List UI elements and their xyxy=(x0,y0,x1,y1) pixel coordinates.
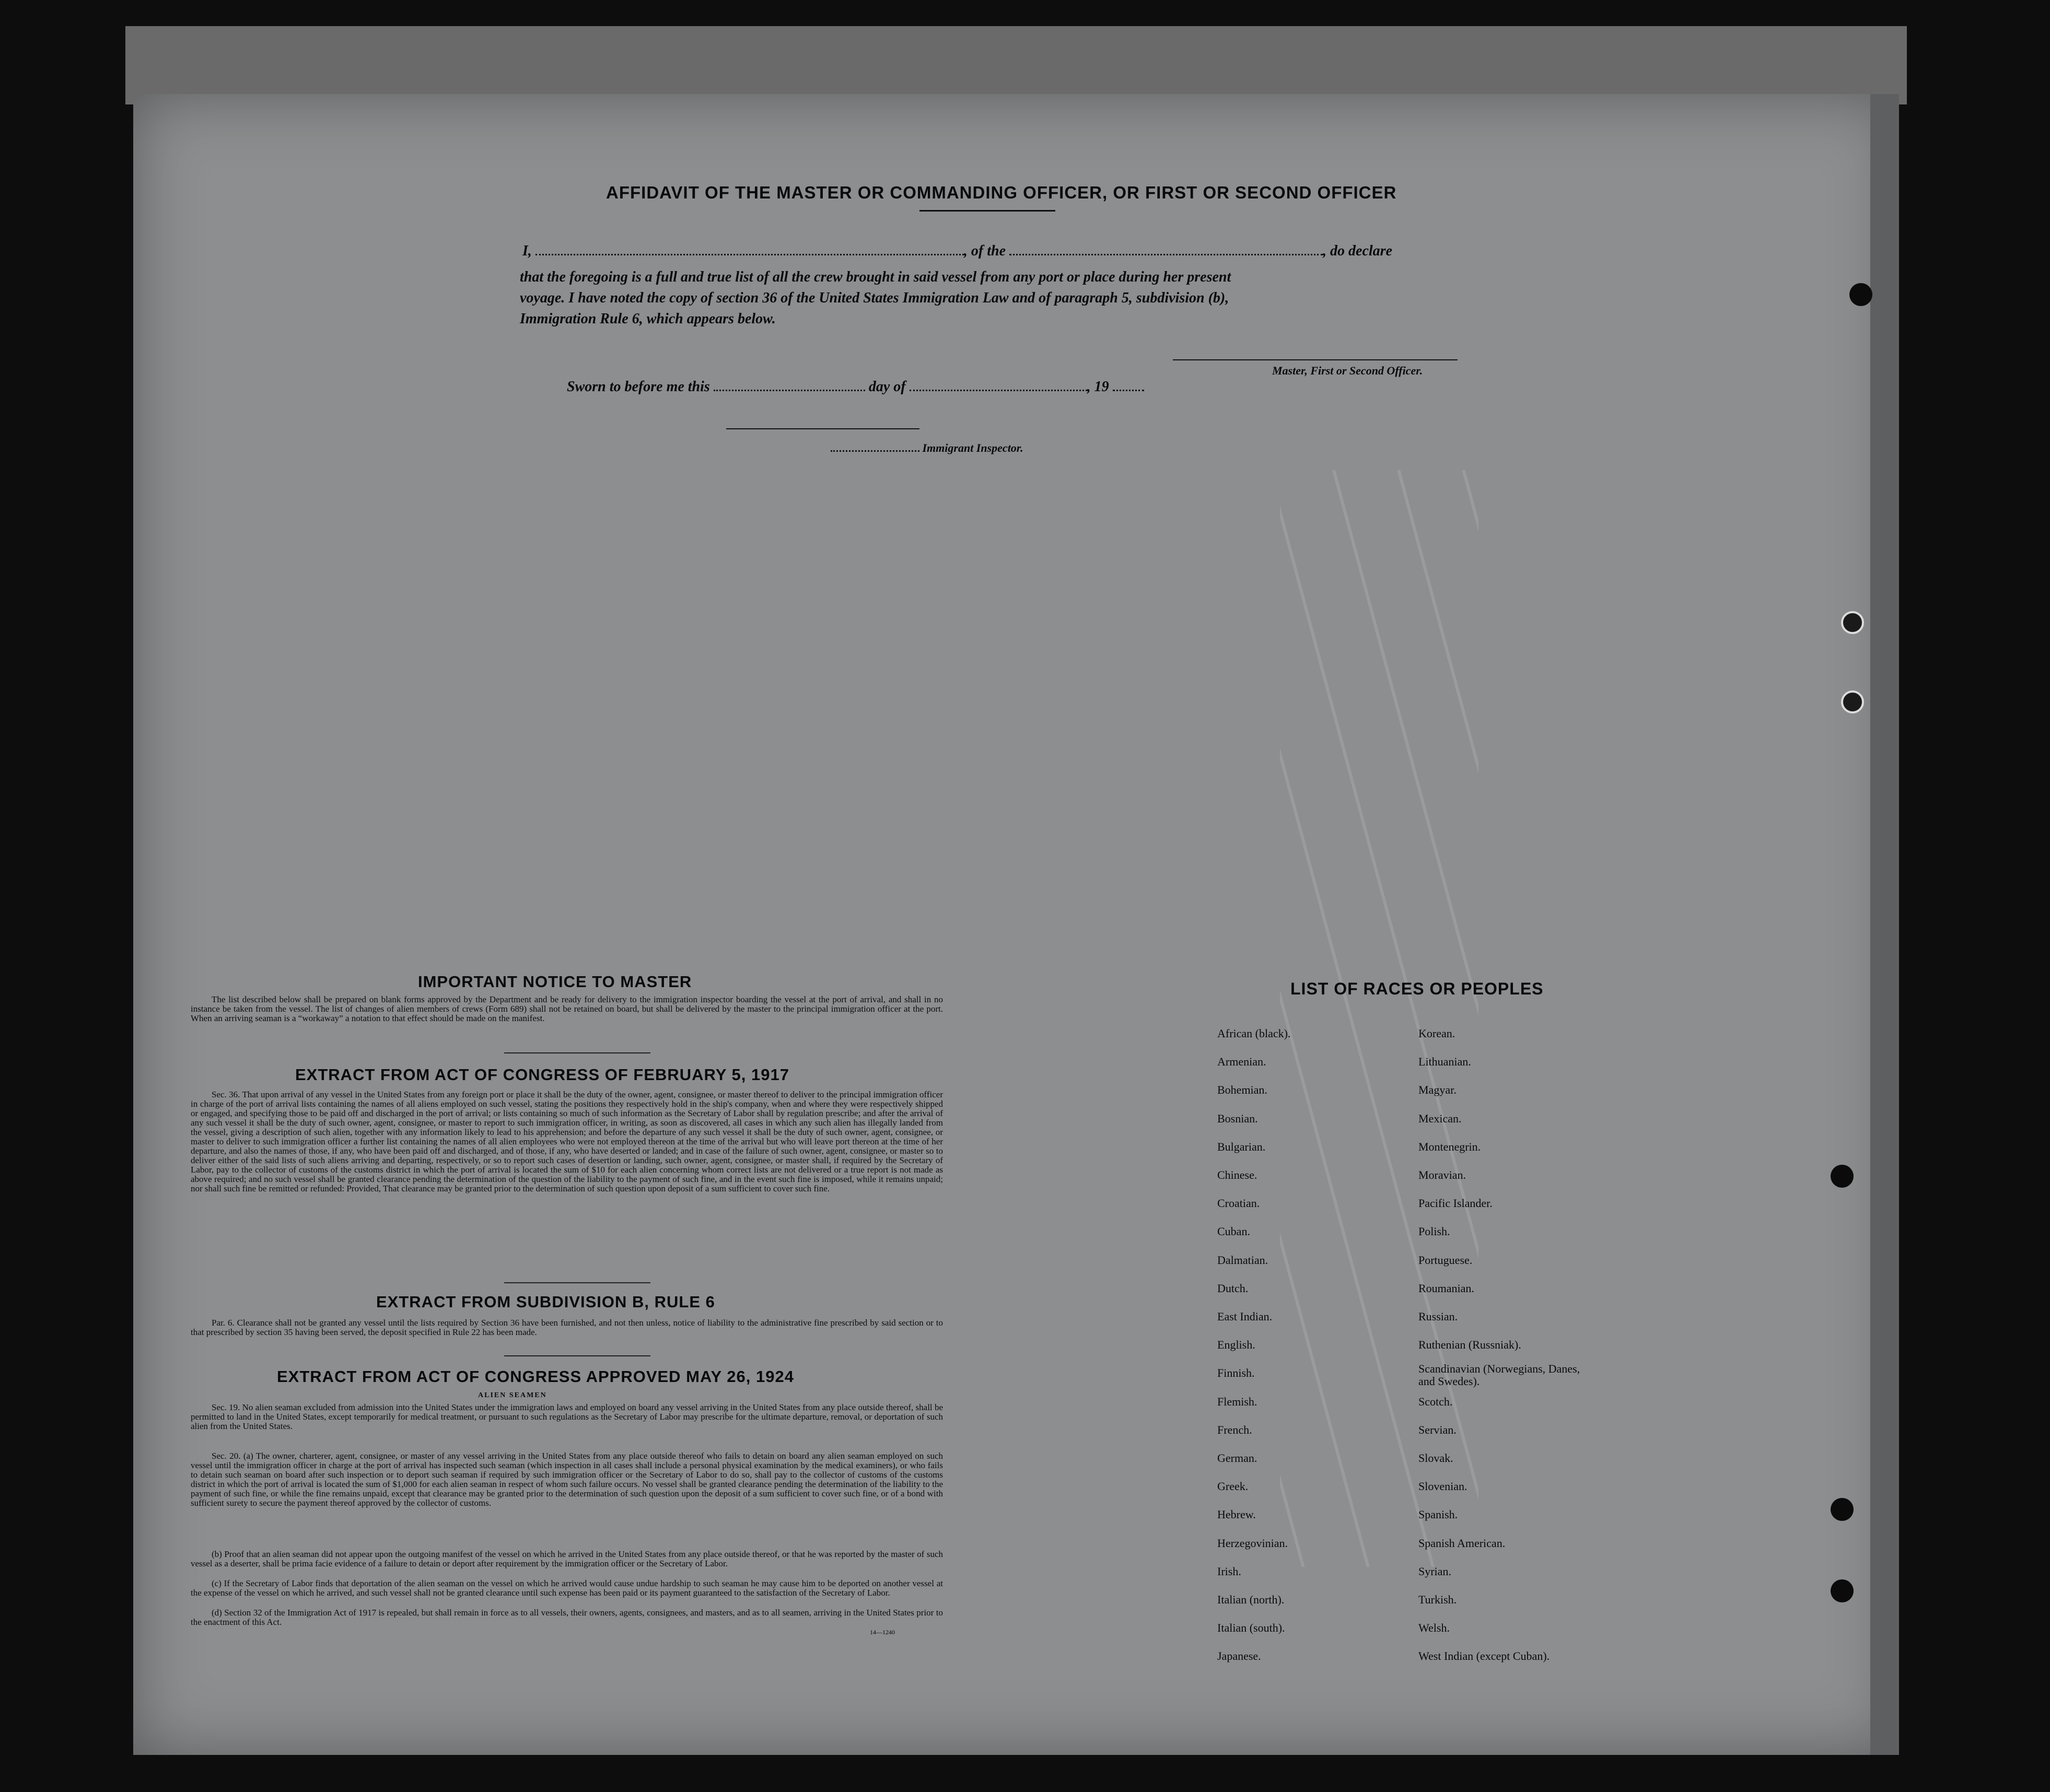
race-item: Dutch. xyxy=(1217,1282,1249,1295)
race-item: Irish. xyxy=(1217,1565,1241,1578)
race-item: Korean. xyxy=(1418,1027,1455,1040)
race-item: Herzegovinian. xyxy=(1217,1537,1288,1550)
race-item: Turkish. xyxy=(1418,1593,1457,1606)
race-item: Moravian. xyxy=(1418,1168,1466,1181)
binder-hole xyxy=(1831,1498,1854,1521)
race-item: Scandinavian (Norwegians, Danes, and Swedes). xyxy=(1418,1362,1580,1388)
race-item: Armenian. xyxy=(1217,1055,1266,1068)
race-item: Chinese. xyxy=(1217,1168,1257,1181)
inspector-label xyxy=(831,441,1023,455)
sec-20c-text: (c) If the Secretary of Labor finds that deportation of the alien seaman on the vessel on which he arrived would cause undue hardship to such seaman he may cause him to be deported on another vessel at the expense of the vessel on which he arrived, and such vessel shall not be granted clearance until such expense has been paid or its payment guaranteed to the satisfaction of the Secretary of Labor. xyxy=(191,1578,943,1598)
race-item: Syrian. xyxy=(1418,1565,1451,1578)
year-label: , 19 xyxy=(1087,379,1109,395)
inspector-label-text: Immigrant Inspector. xyxy=(922,441,1023,454)
binder-hole xyxy=(1831,1165,1854,1188)
subdivision-title: EXTRACT FROM SUBDIVISION B, RULE 6 xyxy=(376,1293,715,1311)
master-signature-label: Master, First or Second Officer. xyxy=(1272,364,1423,377)
section-divider xyxy=(504,1355,650,1356)
alien-seamen-subtitle: ALIEN SEAMEN xyxy=(478,1391,547,1399)
binder-hole xyxy=(1849,283,1872,306)
race-item: East Indian. xyxy=(1217,1310,1273,1323)
race-item: African (black). xyxy=(1217,1027,1291,1040)
section-divider xyxy=(504,1052,650,1053)
notice-text: The list described below shall be prepared on blank forms approved by the Department and be ready for delivery to the immigration inspector boarding the vessel at the port of arrival, and shall in no instance be taken from the vessel. The list of changes of alien members of crews (Form 689) shall not be retained on board, but shall be delivered by the master to the principal immigration officer at the port. When an arriving seaman is a “workaway” a notation to that effect should be made on the manifest. xyxy=(191,994,943,1023)
race-item: Pacific Islander. xyxy=(1418,1197,1493,1210)
master-signature-line[interactable] xyxy=(1173,359,1458,360)
race-item: Scotch. xyxy=(1418,1395,1453,1408)
sworn-day-blank[interactable] xyxy=(714,379,865,391)
inspector-blank xyxy=(831,443,919,452)
race-item: Servian. xyxy=(1418,1423,1457,1436)
race-item: Italian (south). xyxy=(1217,1621,1285,1634)
affidavit-i-label: I, xyxy=(522,243,532,259)
race-item: Lithuanian. xyxy=(1418,1055,1471,1068)
affidavit-title-rule xyxy=(919,210,1055,212)
race-item: Bosnian. xyxy=(1217,1112,1258,1125)
affidavit-line-2: that the foregoing is a full and true list of all the crew brought in said vessel from any port or place during her present xyxy=(520,269,1231,285)
race-item: Japanese. xyxy=(1217,1649,1261,1662)
race-item: Bohemian. xyxy=(1217,1083,1267,1096)
race-item: Magyar. xyxy=(1418,1083,1457,1096)
race-item: German. xyxy=(1217,1451,1257,1465)
race-item: English. xyxy=(1217,1338,1255,1351)
race-item: Dalmatian. xyxy=(1217,1254,1268,1267)
race-item: Portuguese. xyxy=(1418,1254,1473,1267)
race-item: Slovenian. xyxy=(1418,1480,1467,1493)
sworn-label: Sworn to before me this xyxy=(567,379,710,395)
sheet-right-edge xyxy=(1870,94,1899,1755)
race-item: Welsh. xyxy=(1418,1621,1450,1634)
sworn-year-blank[interactable] xyxy=(1113,379,1144,391)
race-item: Montenegrin. xyxy=(1418,1140,1481,1153)
race-item: Spanish. xyxy=(1418,1508,1458,1521)
race-item: Spanish American. xyxy=(1418,1537,1506,1550)
race-item: Russian. xyxy=(1418,1310,1458,1323)
sec-20a-text: Sec. 20. (a) The owner, charterer, agent, consignee, or master of any vessel arriving in the United States from any place outside thereof who fails to detain on board any alien seaman employed on such vessel until the immigration officer in charge at the port of arrival has inspected such seaman (which inspection in all cases shall include a personal physical examination by the medical examiners), or who fails to detain such seaman on board after such inspection or to deport such seaman if required by such immigration officer or the Secretary of Labor to do so, shall pay to the collector of customs of the customs district in which the port of arrival is located the sum of $1,000 for each alien seaman in respect of whom such failure occurs. No vessel shall be granted clearance pending the determination of the liability to the payment of such fine, or while the fine remains unpaid, except that clearance may be granted prior to the determination of such question upon the deposit of a sum sufficient to cover such fine, or of a bond with sufficient surety to secure the payment thereof approved by the collector of customs. xyxy=(191,1451,943,1508)
race-item: Bulgarian. xyxy=(1217,1140,1266,1153)
affidavit-of-label: , of the xyxy=(963,243,1006,259)
extract-1917-text: Sec. 36. That upon arrival of any vessel in the United States from any foreign port or place it shall be the duty of the owner, agent, consignee, or master thereof to deliver to the principal immigration officer in charge of the port of arrival lists containing the names of all aliens employed on such vessel, stating the positions they respectively hold in the ship's company, when and where they were respectively shipped or engaged, and specifying those to be paid off and discharged in the port of arrival; or lists containing so much of such information as the Secretary of Labor shall by regulation prescribe; and after the arrival of any such vessel it shall be the duty of such owner, agent, consignee, or master to report to such immigration officer, in writing, as soon as discovered, all cases in which any such alien has illegally landed from the vessel, giving a description of such alien, together with any information likely to lead to his apprehension; and before the departure of any such vessel it shall be the duty of such owner, agent, consignee, or master to deliver to such immigration officer a further list containing the names of all alien employees who were not employed thereon at the time of the arrival but who will leave port thereon at the time of her departure, and also the names of those, if any, who have been paid off and discharged, and of those, if any, who have deserted or landed; and in case of the failure of such owner, agent, consignee, or master so to deliver either of the said lists of such aliens arriving and departing, respectively, or so to report such cases of desertion or landing, such owner, agent, consignee, or master shall, if required by the Secretary of Labor, pay to the collector of customs of the customs district in which the port of arrival is located the sum of $10 for each alien concerning whom correct lists are not delivered or a true report is not made as above required; and no such vessel shall be granted clearance pending the determination of the question of the liability to the payment of such fine, and in the event such fine is imposed, while it remains unpaid; nor shall such fine be remitted or refunded: Provided, That clearance may be granted prior to the determination of such question upon deposit of a sum sufficient to cover such fine. xyxy=(191,1090,943,1193)
sworn-line xyxy=(567,379,1144,395)
race-item: Finnish. xyxy=(1217,1366,1255,1379)
sec-19-text: Sec. 19. No alien seaman excluded from admission into the United States under the immigration laws and employed on board any vessel arriving in the United States from any place outside thereof, shall be permitted to land in the United States, except temporarily for medical treatment, or pursuant to such regulations as the Secretary of Labor may prescribe for the ultimate departure, removal, or deportation of such alien from the United States. xyxy=(191,1402,943,1431)
race-item: Polish. xyxy=(1418,1225,1450,1238)
binder-hole xyxy=(1841,611,1864,634)
section-divider xyxy=(504,1282,650,1283)
race-item: Slovak. xyxy=(1418,1451,1453,1465)
subdivision-text: Par. 6. Clearance shall not be granted any vessel until the lists required by Section 36 have been furnished, and not then unless, notice of liability to the administrative fine prescribed by said section or to that prescribed by section 35 having been served, the deposit specified in Rule 22 has been made. xyxy=(191,1318,943,1337)
race-item: Cuban. xyxy=(1217,1225,1250,1238)
affidavit-declare-label: , do declare xyxy=(1323,243,1392,259)
race-item: Flemish. xyxy=(1217,1395,1257,1408)
races-title: LIST OF RACES OR PEOPLES xyxy=(1290,979,1544,998)
race-item: Greek. xyxy=(1217,1480,1249,1493)
binder-hole xyxy=(1831,1579,1854,1602)
extract-1924-title: EXTRACT FROM ACT OF CONGRESS APPROVED MAY 26, 1924 xyxy=(277,1367,794,1386)
top-page-edge xyxy=(125,26,1907,104)
day-of-label: day of xyxy=(868,379,906,395)
race-item: Ruthenian (Russniak). xyxy=(1418,1338,1521,1351)
race-item: Croatian. xyxy=(1217,1197,1260,1210)
affidavit-line-1 xyxy=(522,243,1392,260)
race-item: Italian (north). xyxy=(1217,1593,1285,1606)
race-item: Roumanian. xyxy=(1418,1282,1474,1295)
race-item: French. xyxy=(1217,1423,1252,1436)
extract-1917-title: EXTRACT FROM ACT OF CONGRESS OF FEBRUARY 5, 1917 xyxy=(295,1065,789,1084)
vessel-blank[interactable] xyxy=(1009,243,1323,255)
form-number: 14—1240 xyxy=(870,1629,895,1636)
affidavit-line-4: Immigration Rule 6, which appears below. xyxy=(520,311,776,327)
race-item: West Indian (except Cuban). xyxy=(1418,1649,1550,1662)
affidavit-line-3: voyage. I have noted the copy of section 36 of the United States Immigration Law and of paragraph 5, subdivision (b), xyxy=(520,290,1229,306)
inspector-signature-line[interactable] xyxy=(726,428,919,429)
affidavit-title: AFFIDAVIT OF THE MASTER OR COMMANDING OFFICER, OR FIRST OR SECOND OFFICER xyxy=(606,183,1397,202)
sec-20b-text: (b) Proof that an alien seaman did not appear upon the outgoing manifest of the vessel on which he arrived in the United States from any place outside thereof, or that he was reported by the master of such vessel as a deserter, shall be prima facie evidence of a failure to detain or deport after requirement by the immigration officer or the Secretary of Labor. xyxy=(191,1549,943,1568)
sworn-month-blank[interactable] xyxy=(910,379,1087,391)
binder-hole xyxy=(1841,690,1864,713)
name-blank[interactable] xyxy=(535,243,964,255)
race-item: Hebrew. xyxy=(1217,1508,1256,1521)
race-item: Mexican. xyxy=(1418,1112,1462,1125)
notice-title: IMPORTANT NOTICE TO MASTER xyxy=(418,973,692,991)
sec-20d-text: (d) Section 32 of the Immigration Act of 1917 is repealed, but shall remain in force as to all vessels, their owners, agents, consignees, and masters, and as to all seamen, arriving in the United States prior to the enactment of this Act. xyxy=(191,1608,943,1627)
